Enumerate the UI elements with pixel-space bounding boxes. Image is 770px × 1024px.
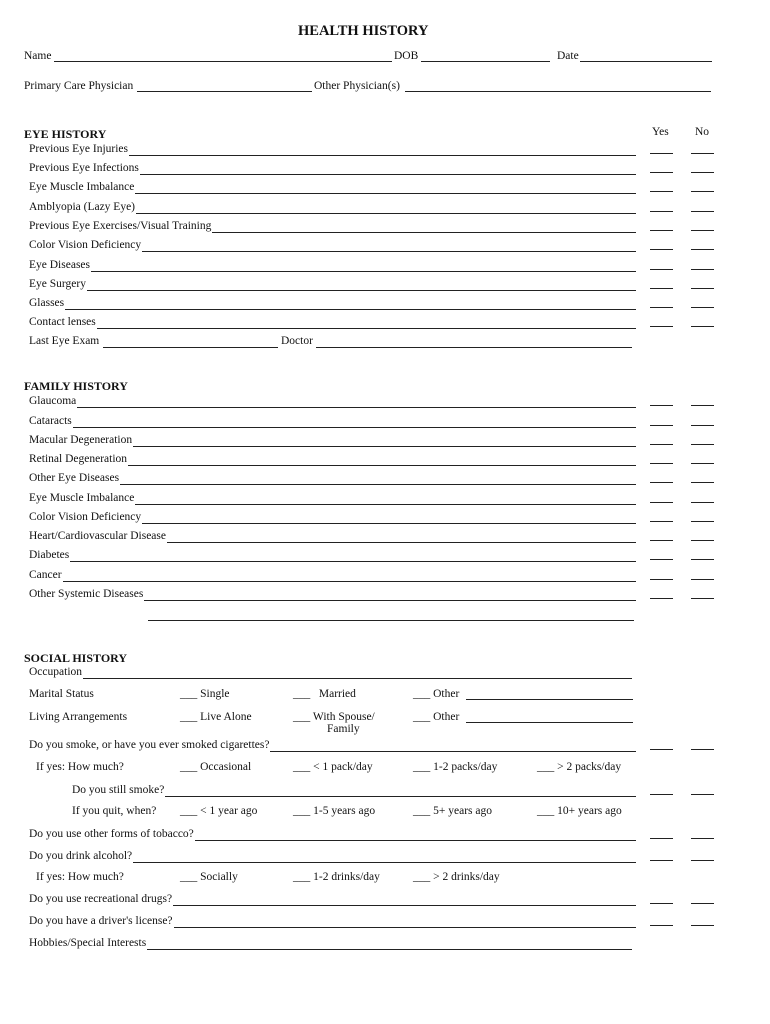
family-glaucoma-field[interactable]	[77, 397, 636, 408]
eye-amblyopia-row[interactable]	[29, 200, 636, 214]
no-header: No	[695, 126, 710, 138]
occupation-row[interactable]	[29, 665, 632, 679]
family-other-systemic-diseases-row[interactable]	[29, 587, 636, 601]
family-other-eye-diseases-label: Other Eye Diseases	[29, 472, 120, 484]
drugs-question-no-blank[interactable]	[691, 903, 714, 904]
family-macular-degeneration-row[interactable]	[29, 433, 636, 447]
family-diabetes-label: Diabetes	[29, 549, 70, 561]
eye-previous-eye-injuries-row[interactable]	[29, 142, 636, 156]
smoke-option-1-2-packs[interactable]: ___ 1-2 packs/day	[413, 761, 498, 773]
family-retinal-degeneration-field[interactable]	[128, 455, 636, 466]
family-eye-muscle-imbalance-label: Eye Muscle Imbalance	[29, 492, 135, 504]
quit-option-10-plus-years[interactable]: ___ 10+ years ago	[537, 805, 622, 817]
family-heart-cardiovascular-row[interactable]	[29, 529, 636, 543]
other-systemic-diseases-extra-line[interactable]	[148, 620, 634, 621]
living-option-spouse[interactable]: ___ With Spouse/	[293, 711, 375, 723]
family-cataracts-field[interactable]	[73, 417, 636, 428]
dob-field[interactable]	[421, 61, 550, 62]
hobbies-label: Hobbies/Special Interests	[29, 937, 147, 949]
family-other-eye-diseases-row[interactable]	[29, 471, 636, 485]
marital-status-label: Marital Status	[29, 688, 94, 700]
tobacco-question-no-blank[interactable]	[691, 838, 714, 839]
living-option-other[interactable]: ___ Other	[413, 711, 460, 723]
eye-eye-diseases-field[interactable]	[91, 261, 636, 272]
alcohol-how-much-label: If yes: How much?	[36, 871, 124, 883]
eye-previous-eye-infections-field[interactable]	[140, 164, 636, 175]
quit-option-5-plus-years[interactable]: ___ 5+ years ago	[413, 805, 492, 817]
occupation-field[interactable]	[83, 668, 632, 679]
family-cancer-row[interactable]	[29, 568, 636, 582]
eye-previous-eye-exercises-no-blank[interactable]	[691, 230, 714, 231]
living-option-alone[interactable]: ___ Live Alone	[180, 711, 252, 723]
date-label: Date	[557, 50, 579, 62]
family-eye-muscle-imbalance-yes-blank[interactable]	[650, 502, 673, 503]
eye-eye-diseases-yes-blank[interactable]	[650, 269, 673, 270]
family-macular-degeneration-yes-blank[interactable]	[650, 444, 673, 445]
family-diabetes-no-blank[interactable]	[691, 559, 714, 560]
alcohol-question-no-blank[interactable]	[691, 860, 714, 861]
last-eye-exam-field[interactable]	[103, 347, 278, 348]
eye-color-vision-deficiency-label: Color Vision Deficiency	[29, 239, 142, 251]
eye-previous-eye-exercises-field[interactable]	[212, 222, 636, 233]
eye-previous-eye-injuries-yes-blank[interactable]	[650, 153, 673, 154]
eye-color-vision-deficiency-field[interactable]	[142, 241, 636, 252]
hobbies-row[interactable]	[29, 936, 632, 950]
still-smoke-question-row[interactable]	[72, 783, 636, 797]
eye-previous-eye-infections-no-blank[interactable]	[691, 172, 714, 173]
family-color-vision-deficiency-yes-blank[interactable]	[650, 521, 673, 522]
occupation-label: Occupation	[29, 666, 83, 678]
family-cataracts-row[interactable]	[29, 414, 636, 428]
family-cataracts-label: Cataracts	[29, 415, 72, 427]
family-cataracts-yes-blank[interactable]	[650, 425, 673, 426]
family-retinal-degeneration-row[interactable]	[29, 452, 636, 466]
eye-amblyopia-label: Amblyopia (Lazy Eye)	[29, 201, 136, 213]
marital-option-other[interactable]: ___ Other	[413, 688, 460, 700]
eye-glasses-field[interactable]	[65, 299, 636, 310]
license-question-no-blank[interactable]	[691, 925, 714, 926]
family-retinal-degeneration-no-blank[interactable]	[691, 463, 714, 464]
date-field[interactable]	[580, 61, 712, 62]
eye-color-vision-deficiency-no-blank[interactable]	[691, 249, 714, 250]
still-smoke-question-yes-blank[interactable]	[650, 794, 673, 795]
marital-option-married[interactable]: ___ Married	[293, 688, 356, 700]
eye-eye-muscle-imbalance-yes-blank[interactable]	[650, 191, 673, 192]
family-color-vision-deficiency-no-blank[interactable]	[691, 521, 714, 522]
license-question-row[interactable]	[29, 914, 636, 928]
license-question-yes-blank[interactable]	[650, 925, 673, 926]
eye-eye-surgery-no-blank[interactable]	[691, 288, 714, 289]
living-other-field[interactable]	[466, 722, 633, 723]
smoke-how-much-label: If yes: How much?	[36, 761, 124, 773]
still-smoke-question-no-blank[interactable]	[691, 794, 714, 795]
smoke-question-yes-blank[interactable]	[650, 749, 673, 750]
smoke-question-no-blank[interactable]	[691, 749, 714, 750]
page-title: HEALTH HISTORY	[298, 23, 429, 39]
other-physician-label: Other Physician(s)	[314, 80, 400, 92]
eye-eye-surgery-yes-blank[interactable]	[650, 288, 673, 289]
eye-glasses-yes-blank[interactable]	[650, 307, 673, 308]
marital-other-field[interactable]	[466, 699, 633, 700]
family-history-heading: FAMILY HISTORY	[24, 379, 128, 393]
living-arrangements-label: Living Arrangements	[29, 711, 128, 723]
eye-eye-diseases-label: Eye Diseases	[29, 259, 90, 271]
drugs-question-field[interactable]	[173, 895, 636, 906]
tobacco-question-label: Do you use other forms of tobacco?	[29, 828, 194, 840]
quit-when-label: If you quit, when?	[72, 805, 157, 817]
eye-glasses-no-blank[interactable]	[691, 307, 714, 308]
quit-option-less-1-year[interactable]: ___ < 1 year ago	[180, 805, 258, 817]
eye-previous-eye-exercises-label: Previous Eye Exercises/Visual Training	[29, 220, 212, 232]
family-other-systemic-diseases-field[interactable]	[144, 590, 636, 601]
family-heart-cardiovascular-label: Heart/Cardiovascular Disease	[29, 530, 166, 542]
family-other-eye-diseases-no-blank[interactable]	[691, 482, 714, 483]
hobbies-field[interactable]	[147, 939, 632, 950]
eye-previous-eye-exercises-row[interactable]	[29, 219, 636, 233]
family-cancer-no-blank[interactable]	[691, 579, 714, 580]
eye-glasses-label: Glasses	[29, 297, 65, 309]
smoke-option-occasional[interactable]: ___ Occasional	[180, 761, 252, 773]
drugs-question-yes-blank[interactable]	[650, 903, 673, 904]
family-glaucoma-no-blank[interactable]	[691, 405, 714, 406]
family-other-systemic-diseases-no-blank[interactable]	[691, 598, 714, 599]
other-physician-field[interactable]	[405, 91, 711, 92]
alcohol-question-row[interactable]	[29, 849, 636, 863]
license-question-label: Do you have a driver's license?	[29, 915, 173, 927]
family-eye-muscle-imbalance-no-blank[interactable]	[691, 502, 714, 503]
family-diabetes-row[interactable]	[29, 548, 636, 562]
name-label: Name	[24, 50, 52, 62]
eye-amblyopia-no-blank[interactable]	[691, 211, 714, 212]
family-glaucoma-yes-blank[interactable]	[650, 405, 673, 406]
pcp-field[interactable]	[137, 91, 312, 92]
family-cancer-field[interactable]	[63, 571, 636, 582]
eye-contact-lenses-row[interactable]	[29, 315, 636, 329]
family-macular-degeneration-label: Macular Degeneration	[29, 434, 133, 446]
marital-option-single[interactable]: ___ Single	[180, 688, 230, 700]
family-retinal-degeneration-yes-blank[interactable]	[650, 463, 673, 464]
family-cancer-yes-blank[interactable]	[650, 579, 673, 580]
family-retinal-degeneration-label: Retinal Degeneration	[29, 453, 128, 465]
family-other-eye-diseases-field[interactable]	[120, 474, 636, 485]
eye-eye-surgery-field[interactable]	[87, 280, 636, 291]
eye-eye-muscle-imbalance-label: Eye Muscle Imbalance	[29, 181, 135, 193]
smoke-option-more-2-packs[interactable]: ___ > 2 packs/day	[537, 761, 622, 773]
eye-eye-muscle-imbalance-field[interactable]	[135, 183, 636, 194]
eye-color-vision-deficiency-row[interactable]	[29, 238, 636, 252]
drugs-question-label: Do you use recreational drugs?	[29, 893, 173, 905]
family-color-vision-deficiency-label: Color Vision Deficiency	[29, 511, 142, 523]
tobacco-question-yes-blank[interactable]	[650, 838, 673, 839]
eye-color-vision-deficiency-yes-blank[interactable]	[650, 249, 673, 250]
alcohol-option-1-2-drinks[interactable]: ___ 1-2 drinks/day	[293, 871, 380, 883]
eye-amblyopia-field[interactable]	[136, 203, 636, 214]
drugs-question-row[interactable]	[29, 892, 636, 906]
doctor-label: Doctor	[281, 335, 313, 347]
family-other-eye-diseases-yes-blank[interactable]	[650, 482, 673, 483]
alcohol-question-field[interactable]	[133, 852, 636, 863]
family-other-systemic-diseases-label: Other Systemic Diseases	[29, 588, 144, 600]
living-option-family-text: Family	[327, 723, 360, 735]
eye-glasses-row[interactable]	[29, 296, 636, 310]
eye-previous-eye-exercises-yes-blank[interactable]	[650, 230, 673, 231]
pcp-label: Primary Care Physician	[24, 80, 134, 92]
eye-eye-diseases-row[interactable]	[29, 258, 636, 272]
name-field[interactable]	[54, 61, 392, 62]
eye-contact-lenses-label: Contact lenses	[29, 316, 96, 328]
alcohol-question-yes-blank[interactable]	[650, 860, 673, 861]
smoke-question-row[interactable]	[29, 738, 636, 752]
social-history-heading: SOCIAL HISTORY	[24, 651, 128, 665]
quit-option-1-5-years[interactable]: ___ 1-5 years ago	[293, 805, 376, 817]
eye-eye-surgery-row[interactable]	[29, 277, 636, 291]
eye-contact-lenses-no-blank[interactable]	[691, 326, 714, 327]
eye-amblyopia-yes-blank[interactable]	[650, 211, 673, 212]
alcohol-option-more-2-drinks[interactable]: ___ > 2 drinks/day	[413, 871, 500, 883]
family-macular-degeneration-no-blank[interactable]	[691, 444, 714, 445]
eye-previous-eye-injuries-label: Previous Eye Injuries	[29, 143, 129, 155]
family-heart-cardiovascular-field[interactable]	[167, 532, 636, 543]
smoke-option-less-1-pack[interactable]: ___ < 1 pack/day	[293, 761, 373, 773]
family-color-vision-deficiency-field[interactable]	[142, 513, 636, 524]
alcohol-question-label: Do you drink alcohol?	[29, 850, 133, 862]
smoke-question-field[interactable]	[270, 741, 636, 752]
eye-contact-lenses-yes-blank[interactable]	[650, 326, 673, 327]
eye-previous-eye-injuries-no-blank[interactable]	[691, 153, 714, 154]
eye-eye-surgery-label: Eye Surgery	[29, 278, 86, 290]
eye-previous-eye-infections-row[interactable]	[29, 161, 636, 175]
last-eye-exam-label: Last Eye Exam	[29, 335, 100, 347]
license-question-field[interactable]	[174, 917, 636, 928]
still-smoke-question-field[interactable]	[165, 786, 636, 797]
smoke-question-label: Do you smoke, or have you ever smoked cigarettes?	[29, 739, 270, 751]
eye-contact-lenses-field[interactable]	[97, 318, 636, 329]
family-cataracts-no-blank[interactable]	[691, 425, 714, 426]
family-glaucoma-row[interactable]	[29, 394, 636, 408]
family-heart-cardiovascular-yes-blank[interactable]	[650, 540, 673, 541]
dob-label: DOB	[394, 50, 419, 62]
eye-previous-eye-infections-yes-blank[interactable]	[650, 172, 673, 173]
family-color-vision-deficiency-row[interactable]	[29, 510, 636, 524]
family-eye-muscle-imbalance-row[interactable]	[29, 491, 636, 505]
tobacco-question-field[interactable]	[195, 830, 636, 841]
eye-history-heading: EYE HISTORY	[24, 127, 107, 141]
still-smoke-question-label: Do you still smoke?	[72, 784, 165, 796]
tobacco-question-row[interactable]	[29, 827, 636, 841]
family-other-systemic-diseases-yes-blank[interactable]	[650, 598, 673, 599]
yes-header: Yes	[652, 126, 669, 138]
eye-previous-eye-injuries-field[interactable]	[129, 145, 636, 156]
family-glaucoma-label: Glaucoma	[29, 395, 77, 407]
family-heart-cardiovascular-no-blank[interactable]	[691, 540, 714, 541]
eye-previous-eye-infections-label: Previous Eye Infections	[29, 162, 139, 174]
family-diabetes-yes-blank[interactable]	[650, 559, 673, 560]
family-eye-muscle-imbalance-field[interactable]	[135, 494, 636, 505]
eye-eye-diseases-no-blank[interactable]	[691, 269, 714, 270]
family-diabetes-field[interactable]	[70, 551, 636, 562]
alcohol-option-socially[interactable]: ___ Socially	[180, 871, 238, 883]
eye-eye-muscle-imbalance-row[interactable]	[29, 180, 636, 194]
family-cancer-label: Cancer	[29, 569, 62, 581]
doctor-field[interactable]	[316, 347, 632, 348]
eye-eye-muscle-imbalance-no-blank[interactable]	[691, 191, 714, 192]
family-macular-degeneration-field[interactable]	[133, 436, 636, 447]
